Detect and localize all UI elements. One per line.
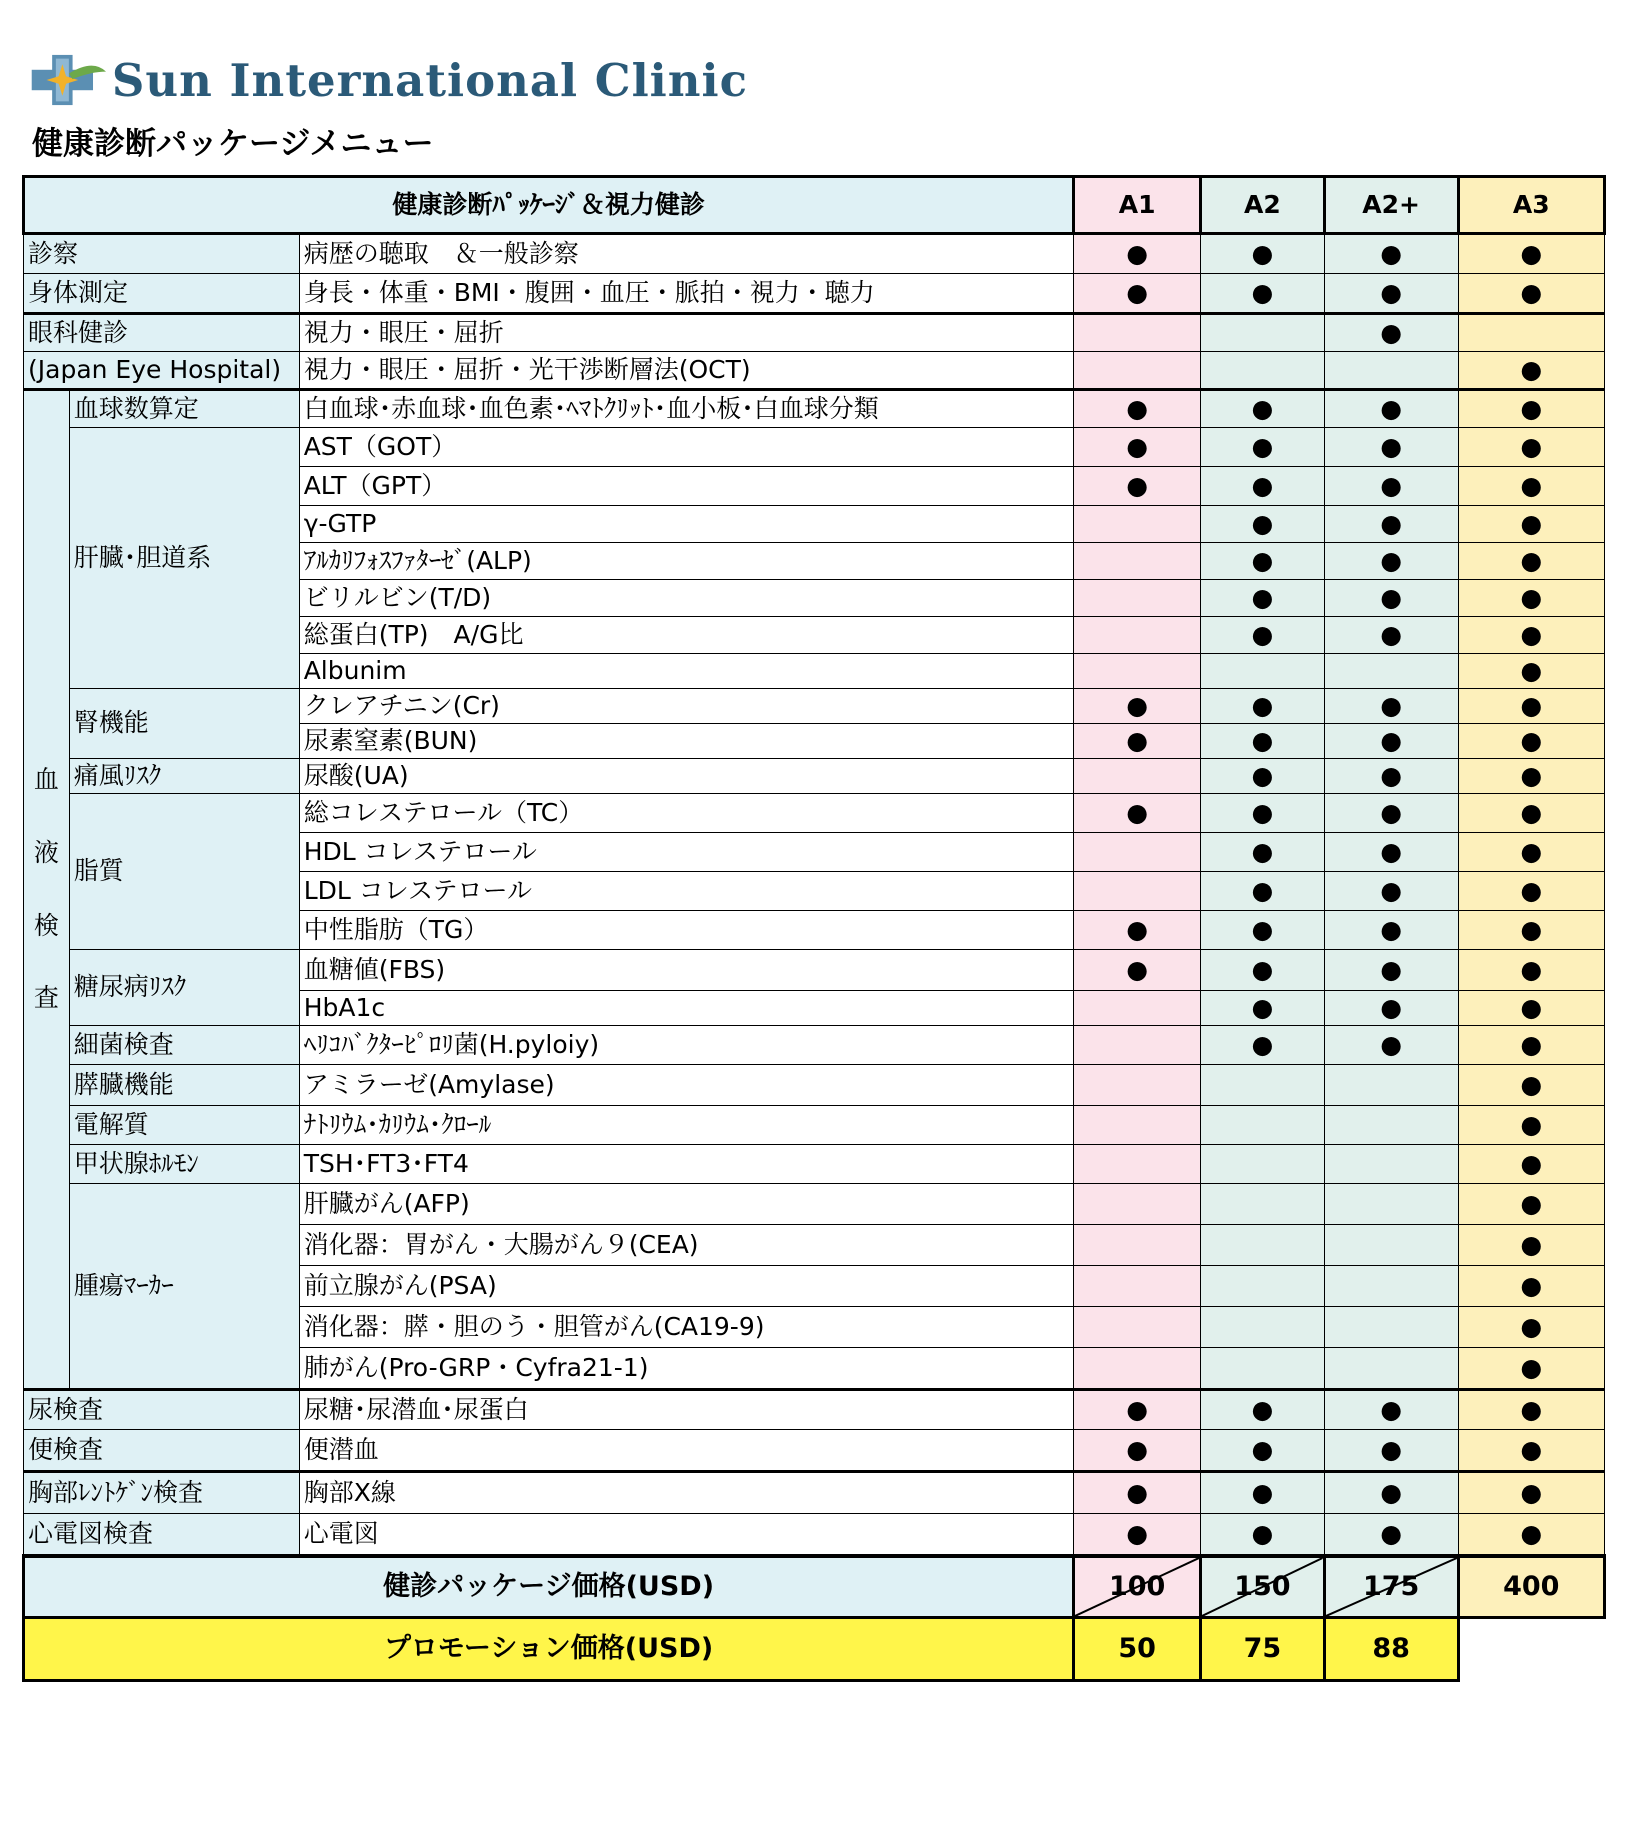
- package-a2p-mark: ●: [1324, 543, 1458, 580]
- package-a1-mark: ●: [1074, 234, 1201, 274]
- test-item-cell: アミラーゼ(Amylase): [299, 1065, 1074, 1106]
- package-a1-mark: ●: [1074, 911, 1201, 950]
- package-a2p-mark: ●: [1324, 1430, 1458, 1472]
- subcategory-cell: 腎機能: [69, 689, 299, 759]
- brand-name: Sun International Clinic: [111, 53, 748, 107]
- package-a2-mark: ●: [1201, 794, 1325, 833]
- package-a1-mark: ●: [1074, 1514, 1201, 1557]
- package-a2-mark: ●: [1201, 428, 1325, 467]
- test-item-cell: ビリルビン(T/D): [299, 580, 1074, 617]
- package-a3-mark: ●: [1458, 654, 1604, 689]
- package-a2-mark: [1201, 1145, 1325, 1184]
- package-a3-mark: ●: [1458, 689, 1604, 724]
- test-item-cell: 消化器：胃がん・大腸がん９(CEA): [299, 1225, 1074, 1266]
- package-a3-mark: ●: [1458, 234, 1604, 274]
- subcategory-cell: 糖尿病ﾘｽｸ: [69, 950, 299, 1026]
- package-a3-mark: ●: [1458, 911, 1604, 950]
- package-a1-mark: [1074, 314, 1201, 352]
- header-package-a2plus: A2+: [1324, 177, 1458, 234]
- package-a1-mark: [1074, 1106, 1201, 1145]
- test-item-cell: 肺がん(Pro-GRP・Cyfra21-1): [299, 1348, 1074, 1390]
- package-a2p-mark: ●: [1324, 1472, 1458, 1514]
- package-a2-mark: ●: [1201, 759, 1325, 794]
- promotion-value: 75: [1201, 1618, 1325, 1681]
- package-a3-mark: ●: [1458, 1348, 1604, 1390]
- package-a2-mark: ●: [1201, 1026, 1325, 1065]
- table-row: [24, 1065, 1605, 1106]
- test-item-cell: 総蛋白(TP) A/G比: [299, 617, 1074, 654]
- test-item-cell: 総コレステロール（TC）: [299, 794, 1074, 833]
- promotion-value: 88: [1324, 1618, 1458, 1681]
- test-item-cell: ﾍﾘｺﾊﾞｸﾀｰﾋﾟﾛﾘ菌(H.pyloiy): [299, 1026, 1074, 1065]
- category-cell: 眼科健診: [24, 314, 300, 352]
- package-a2p-mark: ●: [1324, 1026, 1458, 1065]
- blood-test-char: 液: [33, 837, 59, 867]
- package-a3-mark: ●: [1458, 1266, 1604, 1307]
- package-a2p-mark: ●: [1324, 724, 1458, 759]
- page-title: 健康診断パッケージメニュー: [32, 126, 434, 162]
- test-item-cell: 前立腺がん(PSA): [299, 1266, 1074, 1307]
- package-a2-mark: [1201, 1266, 1325, 1307]
- cross-star-logo-icon: [28, 49, 108, 111]
- promotion-label: プロモーション価格(USD): [24, 1618, 1074, 1681]
- package-a2p-mark: [1324, 654, 1458, 689]
- test-item-cell: 尿素窒素(BUN): [299, 724, 1074, 759]
- package-a3-mark: ●: [1458, 833, 1604, 872]
- test-item-cell: ﾅﾄﾘｳﾑ･ｶﾘｳﾑ･ｸﾛｰﾙ: [299, 1106, 1074, 1145]
- package-a1-mark: ●: [1074, 1390, 1201, 1430]
- clinic-logo: [28, 50, 748, 110]
- package-a3-mark: ●: [1458, 991, 1604, 1026]
- package-a3-mark: ●: [1458, 759, 1604, 794]
- table-row: [24, 1430, 1605, 1472]
- package-a1-mark: [1074, 617, 1201, 654]
- blood-test-char: 査: [33, 983, 59, 1013]
- category-cell: 診察: [24, 234, 300, 274]
- promotion-empty-cell: [1458, 1618, 1604, 1681]
- package-a2p-mark: [1324, 1348, 1458, 1390]
- package-a2p-mark: ●: [1324, 759, 1458, 794]
- package-a2p-mark: ●: [1324, 991, 1458, 1026]
- package-a1-mark: ●: [1074, 950, 1201, 991]
- package-a3-mark: ●: [1458, 1065, 1604, 1106]
- package-a2p-mark: ●: [1324, 872, 1458, 911]
- package-a2-mark: [1201, 1184, 1325, 1225]
- package-a2-mark: [1201, 314, 1325, 352]
- table-row: [24, 1184, 1605, 1225]
- package-a2p-mark: ●: [1324, 950, 1458, 991]
- package-a2-mark: ●: [1201, 467, 1325, 506]
- blood-test-char: 血: [33, 765, 59, 794]
- package-a1-mark: [1074, 1145, 1201, 1184]
- promotion-row: [24, 1618, 1605, 1681]
- category-cell: 心電図検査: [24, 1514, 300, 1557]
- test-item-cell: Albunim: [299, 654, 1074, 689]
- test-item-cell: 心電図: [299, 1514, 1074, 1557]
- package-a2-mark: ●: [1201, 580, 1325, 617]
- package-a2-mark: ●: [1201, 689, 1325, 724]
- package-a1-mark: [1074, 1225, 1201, 1266]
- price-value: [1324, 1556, 1458, 1618]
- package-a1-mark: [1074, 1266, 1201, 1307]
- package-a2-mark: ●: [1201, 543, 1325, 580]
- table-row: [24, 234, 1605, 274]
- package-a2p-mark: [1324, 1307, 1458, 1348]
- package-a1-mark: [1074, 991, 1201, 1026]
- package-a2p-mark: ●: [1324, 274, 1458, 314]
- package-a2p-mark: ●: [1324, 1390, 1458, 1430]
- test-item-cell: 血糖値(FBS): [299, 950, 1074, 991]
- package-a2-mark: ●: [1201, 911, 1325, 950]
- category-cell: 身体測定: [24, 274, 300, 314]
- package-a1-mark: [1074, 1348, 1201, 1390]
- table-row: [24, 274, 1605, 314]
- package-a1-mark: [1074, 759, 1201, 794]
- blood-test-label: [24, 390, 70, 1390]
- package-a2-mark: [1201, 1225, 1325, 1266]
- table-row: [24, 950, 1605, 991]
- package-a2-mark: [1201, 352, 1325, 390]
- subcategory-cell: 膵臓機能: [69, 1065, 299, 1106]
- subcategory-cell: 腫瘍ﾏｰｶｰ: [69, 1184, 299, 1390]
- test-item-cell: 尿酸(UA): [299, 759, 1074, 794]
- package-a3-mark: ●: [1458, 1307, 1604, 1348]
- subcategory-cell: 甲状腺ﾎﾙﾓﾝ: [69, 1145, 299, 1184]
- package-a3-mark: ●: [1458, 1430, 1604, 1472]
- package-a2-mark: ●: [1201, 872, 1325, 911]
- price-value: [1074, 1556, 1201, 1618]
- package-a3-mark: ●: [1458, 1145, 1604, 1184]
- test-item-cell: 尿糖･尿潜血･尿蛋白: [299, 1390, 1074, 1430]
- package-a3-mark: ●: [1458, 506, 1604, 543]
- package-a3-mark: ●: [1458, 1026, 1604, 1065]
- package-a1-mark: ●: [1074, 689, 1201, 724]
- table-row: [24, 794, 1605, 833]
- package-a3-mark: ●: [1458, 1225, 1604, 1266]
- category-cell: 尿検査: [24, 1390, 300, 1430]
- table-row: [24, 352, 1605, 390]
- table-row: [24, 689, 1605, 724]
- package-a1-mark: ●: [1074, 467, 1201, 506]
- package-a2-mark: ●: [1201, 991, 1325, 1026]
- test-item-cell: 病歴の聴取 ＆一般診察: [299, 234, 1074, 274]
- table-row: [24, 759, 1605, 794]
- subcategory-cell: 電解質: [69, 1106, 299, 1145]
- test-item-cell: γ-GTP: [299, 506, 1074, 543]
- package-a2p-mark: [1324, 1145, 1458, 1184]
- package-a1-mark: ●: [1074, 1472, 1201, 1514]
- package-a3-mark: ●: [1458, 950, 1604, 991]
- test-item-cell: TSH･FT3･FT4: [299, 1145, 1074, 1184]
- package-a3-mark: ●: [1458, 1390, 1604, 1430]
- test-item-cell: 消化器：膵・胆のう・胆管がん(CA19-9): [299, 1307, 1074, 1348]
- package-a2-mark: ●: [1201, 1472, 1325, 1514]
- package-a2p-mark: [1324, 1065, 1458, 1106]
- test-item-cell: クレアチニン(Cr): [299, 689, 1074, 724]
- package-a2p-mark: ●: [1324, 390, 1458, 428]
- price-number: 150: [1234, 1571, 1291, 1603]
- package-a1-mark: [1074, 352, 1201, 390]
- package-a3-mark: ●: [1458, 1472, 1604, 1514]
- package-a3-mark: [1458, 314, 1604, 352]
- package-a1-mark: [1074, 1184, 1201, 1225]
- package-a2p-mark: ●: [1324, 234, 1458, 274]
- package-a1-mark: ●: [1074, 274, 1201, 314]
- package-a1-mark: [1074, 1065, 1201, 1106]
- subcategory-cell: 痛風ﾘｽｸ: [69, 759, 299, 794]
- package-a2-mark: [1201, 1307, 1325, 1348]
- package-a2-mark: ●: [1201, 1390, 1325, 1430]
- test-item-cell: 視力・眼圧・屈折: [299, 314, 1074, 352]
- price-label: 健診パッケージ価格(USD): [24, 1556, 1074, 1618]
- price-row: [24, 1556, 1605, 1618]
- blood-test-vertical-text: [24, 766, 69, 1013]
- package-a3-mark: ●: [1458, 390, 1604, 428]
- table-row: [24, 1106, 1605, 1145]
- package-a2p-mark: ●: [1324, 833, 1458, 872]
- package-a2p-mark: [1324, 352, 1458, 390]
- package-a1-mark: [1074, 580, 1201, 617]
- package-a1-mark: ●: [1074, 794, 1201, 833]
- package-a2p-mark: [1324, 1225, 1458, 1266]
- package-a1-mark: [1074, 506, 1201, 543]
- category-cell: 胸部ﾚﾝﾄｹﾞﾝ検査: [24, 1472, 300, 1514]
- package-a2-mark: ●: [1201, 724, 1325, 759]
- table-row: [24, 1472, 1605, 1514]
- subcategory-cell: 細菌検査: [69, 1026, 299, 1065]
- blood-test-char: 検: [33, 910, 59, 940]
- package-a2p-mark: ●: [1324, 580, 1458, 617]
- package-a3-mark: ●: [1458, 1184, 1604, 1225]
- package-a2-mark: [1201, 654, 1325, 689]
- promotion-value: 50: [1074, 1618, 1201, 1681]
- category-cell: 便検査: [24, 1430, 300, 1472]
- table-row: [24, 428, 1605, 467]
- package-a2p-mark: ●: [1324, 314, 1458, 352]
- table-row: [24, 1514, 1605, 1557]
- package-a2p-mark: ●: [1324, 911, 1458, 950]
- subcategory-cell: 血球数算定: [69, 390, 299, 428]
- test-item-cell: 中性脂肪（TG）: [299, 911, 1074, 950]
- package-a3-mark: ●: [1458, 1106, 1604, 1145]
- package-a2p-mark: ●: [1324, 506, 1458, 543]
- package-a2p-mark: ●: [1324, 689, 1458, 724]
- package-a2p-mark: ●: [1324, 467, 1458, 506]
- package-a3-mark: ●: [1458, 428, 1604, 467]
- test-item-cell: 肝臓がん(AFP): [299, 1184, 1074, 1225]
- package-a2p-mark: [1324, 1266, 1458, 1307]
- package-a3-mark: ●: [1458, 580, 1604, 617]
- package-a2p-mark: ●: [1324, 794, 1458, 833]
- package-a1-mark: [1074, 1307, 1201, 1348]
- test-item-cell: 胸部X線: [299, 1472, 1074, 1514]
- package-a2-mark: ●: [1201, 950, 1325, 991]
- package-a2p-mark: [1324, 1184, 1458, 1225]
- test-item-cell: HDL コレステロール: [299, 833, 1074, 872]
- package-a2-mark: ●: [1201, 506, 1325, 543]
- package-a1-mark: ●: [1074, 428, 1201, 467]
- package-a1-mark: ●: [1074, 390, 1201, 428]
- price-value: [1201, 1556, 1325, 1618]
- category-cell: (Japan Eye Hospital): [24, 352, 300, 390]
- test-item-cell: LDL コレステロール: [299, 872, 1074, 911]
- package-a1-mark: [1074, 1026, 1201, 1065]
- price-value: 400: [1458, 1556, 1604, 1618]
- test-item-cell: 白血球･赤血球･血色素･ﾍﾏﾄｸﾘｯﾄ･血小板･白血球分類: [299, 390, 1074, 428]
- subcategory-cell: 脂質: [69, 794, 299, 950]
- subcategory-cell: 肝臓･胆道系: [69, 428, 299, 689]
- package-a2-mark: ●: [1201, 833, 1325, 872]
- test-item-cell: 便潜血: [299, 1430, 1074, 1472]
- header-category: 健康診断ﾊﾟｯｹｰｼﾞ＆視力健診: [24, 177, 1074, 234]
- package-a2-mark: [1201, 1065, 1325, 1106]
- package-a1-mark: ●: [1074, 724, 1201, 759]
- table-header-row: [24, 177, 1605, 234]
- package-a1-mark: [1074, 543, 1201, 580]
- table-row: [24, 1390, 1605, 1430]
- package-a2-mark: ●: [1201, 1430, 1325, 1472]
- package-a3-mark: ●: [1458, 724, 1604, 759]
- table-row: [24, 314, 1605, 352]
- package-a3-mark: ●: [1458, 1514, 1604, 1557]
- header-package-a1: A1: [1074, 177, 1201, 234]
- package-a3-mark: ●: [1458, 794, 1604, 833]
- package-a2p-mark: ●: [1324, 617, 1458, 654]
- header-package-a3: A3: [1458, 177, 1604, 234]
- package-a3-mark: ●: [1458, 543, 1604, 580]
- package-a3-mark: ●: [1458, 872, 1604, 911]
- package-a2-mark: ●: [1201, 274, 1325, 314]
- test-item-cell: ALT（GPT）: [299, 467, 1074, 506]
- package-a1-mark: [1074, 872, 1201, 911]
- test-item-cell: AST（GOT）: [299, 428, 1074, 467]
- package-a2-mark: ●: [1201, 390, 1325, 428]
- package-a2-mark: [1201, 1106, 1325, 1145]
- price-number: 175: [1362, 1571, 1420, 1603]
- package-a2-mark: ●: [1201, 617, 1325, 654]
- package-a1-mark: [1074, 654, 1201, 689]
- package-a2p-mark: [1324, 1106, 1458, 1145]
- package-a2-mark: ●: [1201, 234, 1325, 274]
- price-number: 100: [1108, 1571, 1166, 1603]
- package-a2-mark: ●: [1201, 1514, 1325, 1557]
- table-row: [24, 390, 1605, 428]
- package-table: [22, 175, 1606, 1682]
- package-a1-mark: ●: [1074, 1430, 1201, 1472]
- package-a3-mark: ●: [1458, 352, 1604, 390]
- test-item-cell: 身長・体重・BMI・腹囲・血圧・脈拍・視力・聴力: [299, 274, 1074, 314]
- package-a2p-mark: ●: [1324, 428, 1458, 467]
- table-row: [24, 1145, 1605, 1184]
- test-item-cell: 視力・眼圧・屈折・光干渉断層法(OCT): [299, 352, 1074, 390]
- table-row: [24, 1026, 1605, 1065]
- package-a1-mark: [1074, 833, 1201, 872]
- package-a3-mark: ●: [1458, 467, 1604, 506]
- package-a2-mark: [1201, 1348, 1325, 1390]
- test-item-cell: ｱﾙｶﾘﾌｫｽﾌｧﾀｰｾﾞ(ALP): [299, 543, 1074, 580]
- package-a3-mark: ●: [1458, 617, 1604, 654]
- header-package-a2: A2: [1201, 177, 1325, 234]
- package-a3-mark: ●: [1458, 274, 1604, 314]
- package-a2p-mark: ●: [1324, 1514, 1458, 1557]
- test-item-cell: HbA1c: [299, 991, 1074, 1026]
